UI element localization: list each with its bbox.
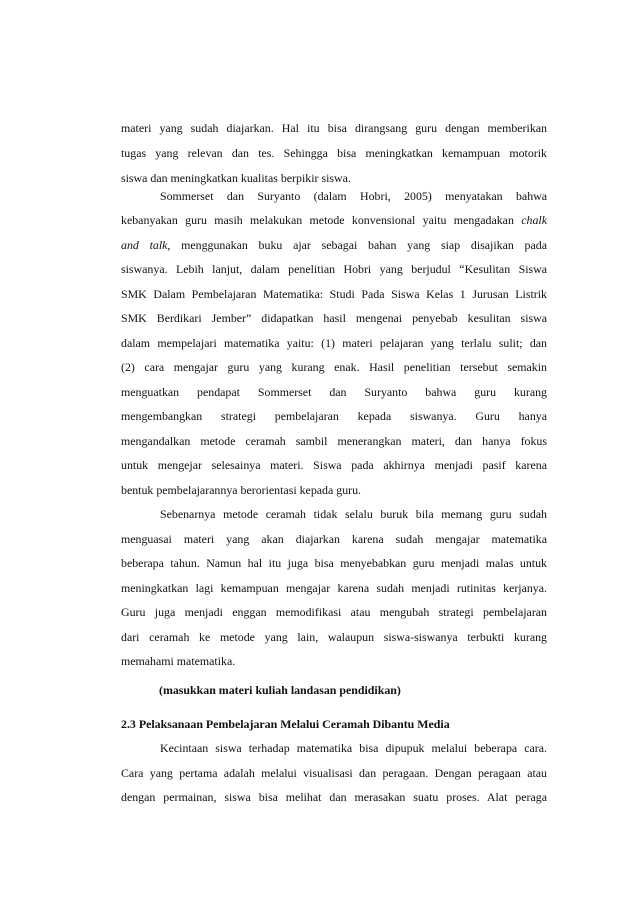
text-line-mixed: [121, 238, 547, 252]
text-line: memahami matematika.: [121, 654, 236, 668]
text-line: Sommerset dan Suryanto (dalam Hobri, 2005) menyatakan bahwa: [160, 189, 547, 203]
section-heading: 2.3 Pelaksanaan Pembelajaran Melalui Ceramah Dibantu Media: [121, 717, 450, 731]
text-run: , menggunakan buku ajar sebagai bahan yang siap disajikan pada: [167, 238, 547, 252]
text-line: Sebenarnya metode ceramah tidak selalu buruk bila memang guru sudah: [160, 507, 547, 521]
text-line: mengandalkan metode ceramah sambil menerangkan materi, dan hanya fokus: [121, 434, 547, 448]
text-line: untuk mengejar selesainya materi. Siswa pada akhirnya menjadi pasif karena: [121, 458, 547, 472]
text-line: siswanya. Lebih lanjut, dalam penelitian Hobri yang berjudul “Kesulitan Siswa: [121, 262, 547, 276]
text-line: tugas yang relevan dan tes. Sehingga bisa meningkatkan kemampuan motorik: [121, 146, 547, 160]
text-line: mengembangkan strategi pembelajaran kepada siswanya. Guru hanya: [121, 409, 547, 423]
text-line: SMK Berdikari Jember” didapatkan hasil mengenai penyebab kesulitan siswa: [121, 311, 547, 325]
italic-term: chalk: [521, 213, 547, 227]
text-line: dalam mempelajari matematika yaitu: (1) materi pelajaran yang terlalu sulit; dan: [121, 336, 547, 350]
text-line: SMK Dalam Pembelajaran Matematika: Studi Pada Siswa Kelas 1 Jurusan Listrik: [121, 287, 547, 301]
text-line-mixed: [121, 213, 547, 227]
text-line: meningkatkan lagi kemampuan mengajar karena sudah menjadi rutinitas kerjanya.: [121, 581, 547, 595]
text-line: siswa dan meningkatkan kualitas berpikir siswa.: [121, 171, 351, 185]
text-line: materi yang sudah diajarkan. Hal itu bisa dirangsang guru dengan memberikan: [121, 121, 547, 135]
editorial-note: (masukkan materi kuliah landasan pendidikan): [159, 683, 401, 697]
text-line: menguatkan pendapat Sommerset dan Suryanto bahwa guru kurang: [121, 385, 547, 399]
text-line: dari ceramah ke metode yang lain, walaupun siswa-siswanya terbukti kurang: [121, 630, 547, 644]
text-line: dengan permainan, siswa bisa melihat dan merasakan suatu proses. Alat peraga: [121, 790, 547, 804]
text-line: beberapa tahun. Namun hal itu juga bisa menyebabkan guru menjadi malas untuk: [121, 556, 547, 570]
text-line: Cara yang pertama adalah melalui visualisasi dan peragaan. Dengan peragaan atau: [121, 766, 547, 780]
text-line: (2) cara mengajar guru yang kurang enak. Hasil penelitian tersebut semakin: [121, 360, 547, 374]
text-run: kebanyakan guru masih melakukan metode konvensional yaitu mengadakan: [121, 213, 522, 227]
italic-term: and talk: [121, 238, 168, 252]
text-line: menguasai materi yang akan diajarkan karena sudah mengajar matematika: [121, 532, 547, 546]
text-line: Guru juga menjadi enggan memodifikasi atau mengubah strategi pembelajaran: [121, 605, 547, 619]
text-line: Kecintaan siswa terhadap matematika bisa dipupuk melalui beberapa cara.: [160, 741, 547, 755]
text-line: bentuk pembelajarannya berorientasi kepada guru.: [121, 483, 362, 497]
